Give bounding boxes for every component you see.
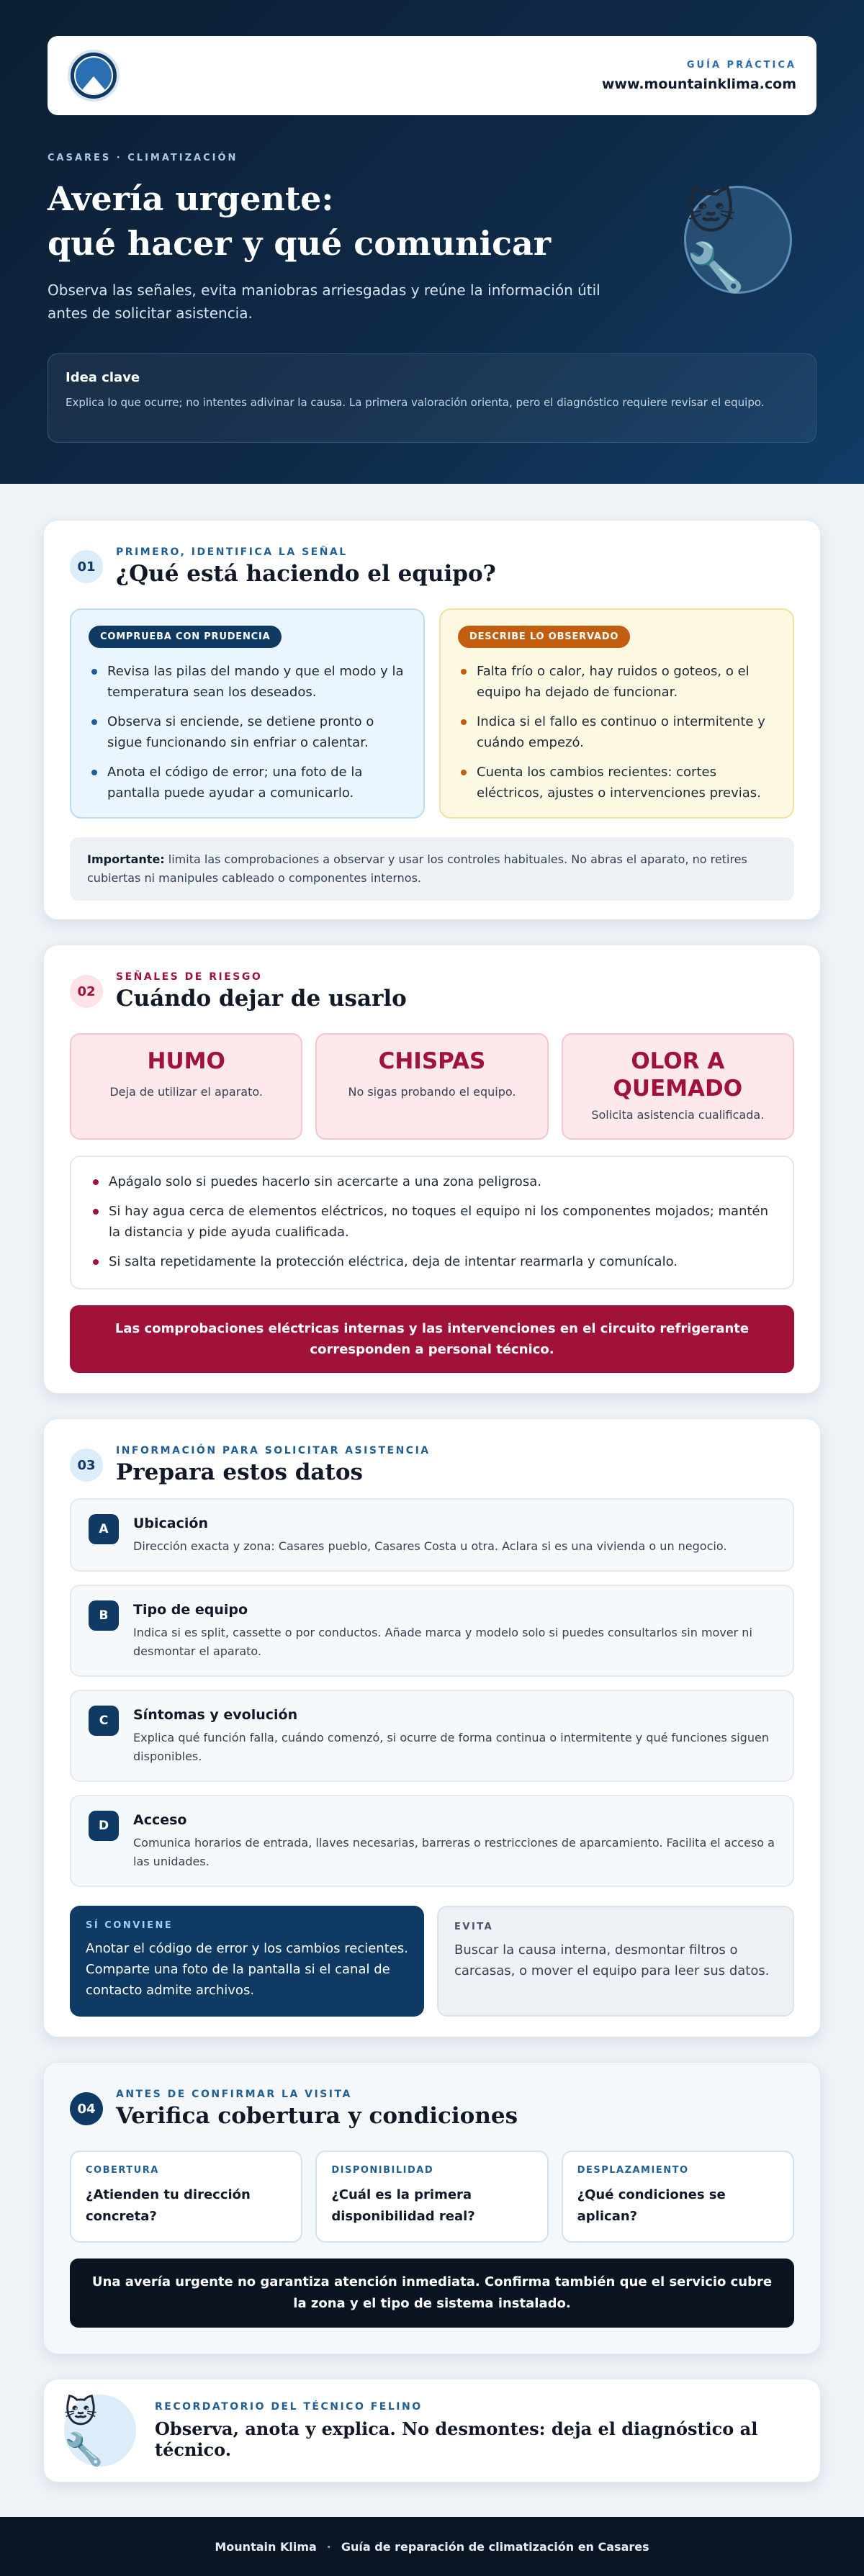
list-item: Falta frío o calor, hay ruidos o goteos, o el equipo ha dejado de funcionar.	[458, 661, 775, 703]
section-title: Cuándo dejar de usarlo	[116, 986, 407, 1012]
danger-text: No sigas probando el equipo.	[348, 1085, 516, 1099]
do-and-avoid	[70, 1906, 794, 2017]
check-carefully-pill: COMPRUEBA CON PRUDENCIA	[89, 626, 282, 648]
avoid-label: EVITA	[454, 1922, 494, 1932]
avoid-text: Buscar la causa interna, desmontar filtros o carcasas, o mover el equipo para leer sus datos.	[454, 1942, 770, 1978]
item-title: Ubicación	[133, 1516, 208, 1531]
section-eyebrow: PRIMERO, IDENTIFICA LA SEÑAL	[116, 546, 348, 558]
list-item: Si salta repetidamente la protección eléctrica, deja de intentar rearmarla y comunícalo.	[90, 1251, 774, 1272]
cat-technician-icon: 🐱🔧	[64, 2395, 136, 2467]
data-item-equipment-type	[70, 1585, 794, 1677]
describe-observed-box	[439, 608, 794, 819]
section-number: 04	[70, 2092, 103, 2125]
danger-sparks	[315, 1033, 548, 1140]
danger-burning-smell	[562, 1033, 794, 1140]
check-carefully-box	[70, 608, 425, 819]
section-request-assistance	[43, 1418, 821, 2037]
recommended-label: SÍ CONVIENE	[86, 1920, 174, 1931]
danger-text: Deja de utilizar el aparato.	[109, 1085, 263, 1099]
list-item: Si hay agua cerca de elementos eléctricos, no toques el equipo ni los componentes mojados; mantén la distancia y pide ayuda cualificada.	[90, 1201, 774, 1243]
key-idea-box	[48, 353, 816, 443]
important-text: limita las comprobaciones a observar y usar los controles habituales. No abras el aparato, no retires cubiertas ni manipules cableado o componentes internos.	[87, 852, 747, 885]
list-item: Indica si el fallo es continuo o intermitente y cuándo empezó.	[458, 711, 775, 753]
footer-separator: ·	[326, 2539, 331, 2554]
item-letter: A	[89, 1514, 119, 1544]
important-label: Importante:	[87, 852, 165, 866]
check-list	[89, 661, 406, 803]
danger-title: HUMO	[147, 1048, 225, 1074]
list-item: Apágalo solo si puedes hacerlo sin acercarte a una zona peligrosa.	[90, 1171, 774, 1192]
section-title: Prepara estos datos	[116, 1459, 363, 1485]
section-number: 02	[70, 975, 103, 1008]
list-item: Anota el código de error; una foto de la pantalla puede ayudar a comunicarlo.	[89, 762, 406, 803]
risk-instructions	[70, 1156, 794, 1289]
list-item: Cuenta los cambios recientes: cortes eléctricos, ajustes o intervenciones previas.	[458, 762, 775, 803]
coverage-label: COBERTURA	[86, 2165, 159, 2176]
reminder-eyebrow: RECORDATORIO DEL TÉCNICO FELINO	[155, 2401, 423, 2413]
availability-box	[315, 2151, 548, 2243]
data-item-access	[70, 1795, 794, 1887]
item-text: Dirección exacta y zona: Casares pueblo, Casares Costa u otra. Aclara si es una vivienda o un negocio.	[133, 1539, 727, 1553]
top-bar-info	[602, 60, 796, 92]
section-eyebrow: SEÑALES DE RIESGO	[116, 971, 263, 983]
section-number: 03	[70, 1449, 103, 1482]
footer-brand[interactable]: Mountain Klima	[215, 2539, 317, 2554]
item-letter: C	[89, 1706, 119, 1736]
coverage-questions	[70, 2151, 794, 2243]
title-line-2: qué hacer y qué comunicar	[48, 224, 552, 263]
danger-title: CHISPAS	[378, 1048, 486, 1074]
footer	[0, 2517, 864, 2576]
urgent-disclaimer: Una avería urgente no garantiza atención inmediata. Confirma también que el servicio cubre la zona y el tipo de sistema instalado.	[70, 2258, 794, 2328]
danger-text: Solicita asistencia cualificada.	[591, 1108, 765, 1122]
travel-label: DESPLAZAMIENTO	[577, 2165, 689, 2176]
section-number: 01	[70, 550, 103, 583]
item-text: Indica si es split, cassette o por conductos. Añade marca y modelo solo si puedes consultarlos sin mover ni desmontar el aparato.	[133, 1626, 752, 1658]
data-list	[70, 1498, 794, 1887]
availability-label: DISPONIBILIDAD	[331, 2165, 434, 2176]
travel-box	[562, 2151, 794, 2243]
describe-list	[458, 661, 775, 803]
top-bar	[48, 36, 816, 115]
travel-question: ¿Qué condiciones se aplican?	[577, 2187, 726, 2224]
danger-signs	[70, 1033, 794, 1140]
website-link[interactable]: www.mountainklima.com	[601, 76, 796, 92]
hero-eyebrow: CASARES · CLIMATIZACIÓN	[48, 153, 238, 163]
mountain-klima-logo[interactable]	[68, 50, 120, 102]
feline-technician-reminder	[43, 2379, 821, 2482]
important-note	[70, 837, 794, 901]
list-item: Revisa las pilas del mando y que el modo y la temperatura sean los deseados.	[89, 661, 406, 703]
section-title: Verifica cobertura y condiciones	[116, 2103, 518, 2129]
item-title: Acceso	[133, 1812, 187, 1828]
item-title: Síntomas y evolución	[133, 1707, 298, 1723]
section-header	[70, 1445, 794, 1485]
checks-columns	[70, 608, 794, 819]
danger-smoke	[70, 1033, 302, 1140]
technician-alert: Las comprobaciones eléctricas internas y las intervenciones en el circuito refrigerante corresponden a personal técnico.	[70, 1305, 794, 1373]
data-item-location	[70, 1498, 794, 1572]
hero-subtitle: Observa las señales, evita maniobras arriesgadas y reúne la información útil antes de solicitar asistencia.	[48, 282, 600, 322]
avoid-box	[437, 1906, 794, 2017]
section-title: ¿Qué está haciendo el equipo?	[116, 561, 496, 587]
coverage-question: ¿Atienden tu dirección concreta?	[86, 2187, 251, 2224]
list-item: Observa si enciende, se detiene pronto o sigue funcionando sin enfriar o calentar.	[89, 711, 406, 753]
reminder-text: Observa, anota y explica. No desmontes: deja el diagnóstico al técnico.	[155, 2418, 758, 2460]
danger-title: OLOR A QUEMADO	[613, 1048, 743, 1102]
section-eyebrow: INFORMACIÓN PARA SOLICITAR ASISTENCIA	[116, 1445, 431, 1456]
key-idea-text: Explica lo que ocurre; no intentes adivinar la causa. La primera valoración orienta, pero el diagnóstico requiere revisar el equipo.	[66, 396, 765, 409]
describe-observed-pill: DESCRIBE LO OBSERVADO	[458, 626, 630, 648]
item-text: Explica qué función falla, cuándo comenzó, si ocurre de forma continua o intermitente y qué funciones siguen disponibles.	[133, 1731, 769, 1763]
hero-section	[0, 0, 864, 484]
availability-question: ¿Cuál es la primera disponibilidad real?	[331, 2187, 475, 2224]
section-header	[70, 971, 794, 1012]
recommended-text: Anotar el código de error y los cambios recientes. Comparte una foto de la pantalla si el canal de contacto admite archivos.	[86, 1941, 408, 1998]
recommended-box	[70, 1906, 424, 2017]
risk-list	[90, 1171, 774, 1272]
section-risk-signals	[43, 945, 821, 1394]
guide-tag: GUÍA PRÁCTICA	[686, 59, 796, 71]
cat-technician-icon: 🐱🔧	[684, 186, 792, 294]
section-header	[70, 2089, 794, 2129]
item-title: Tipo de equipo	[133, 1602, 248, 1618]
section-identify-signal	[43, 520, 821, 920]
section-header	[70, 546, 794, 587]
item-text: Comunica horarios de entrada, llaves necesarias, barreras o restricciones de aparcamiento. Facilita el acceso a las unidades.	[133, 1836, 775, 1868]
coverage-box	[70, 2151, 302, 2243]
mountain-icon	[74, 56, 113, 95]
title-line-1: Avería urgente:	[48, 179, 334, 218]
page-title	[48, 176, 595, 266]
data-item-symptoms	[70, 1690, 794, 1782]
section-eyebrow: ANTES DE CONFIRMAR LA VISITA	[116, 2089, 352, 2100]
item-letter: B	[89, 1600, 119, 1631]
item-letter: D	[89, 1811, 119, 1841]
section-verify-coverage	[43, 2062, 821, 2354]
key-idea-title: Idea clave	[66, 370, 140, 385]
footer-text: Guía de reparación de climatización en Casares	[341, 2539, 649, 2554]
